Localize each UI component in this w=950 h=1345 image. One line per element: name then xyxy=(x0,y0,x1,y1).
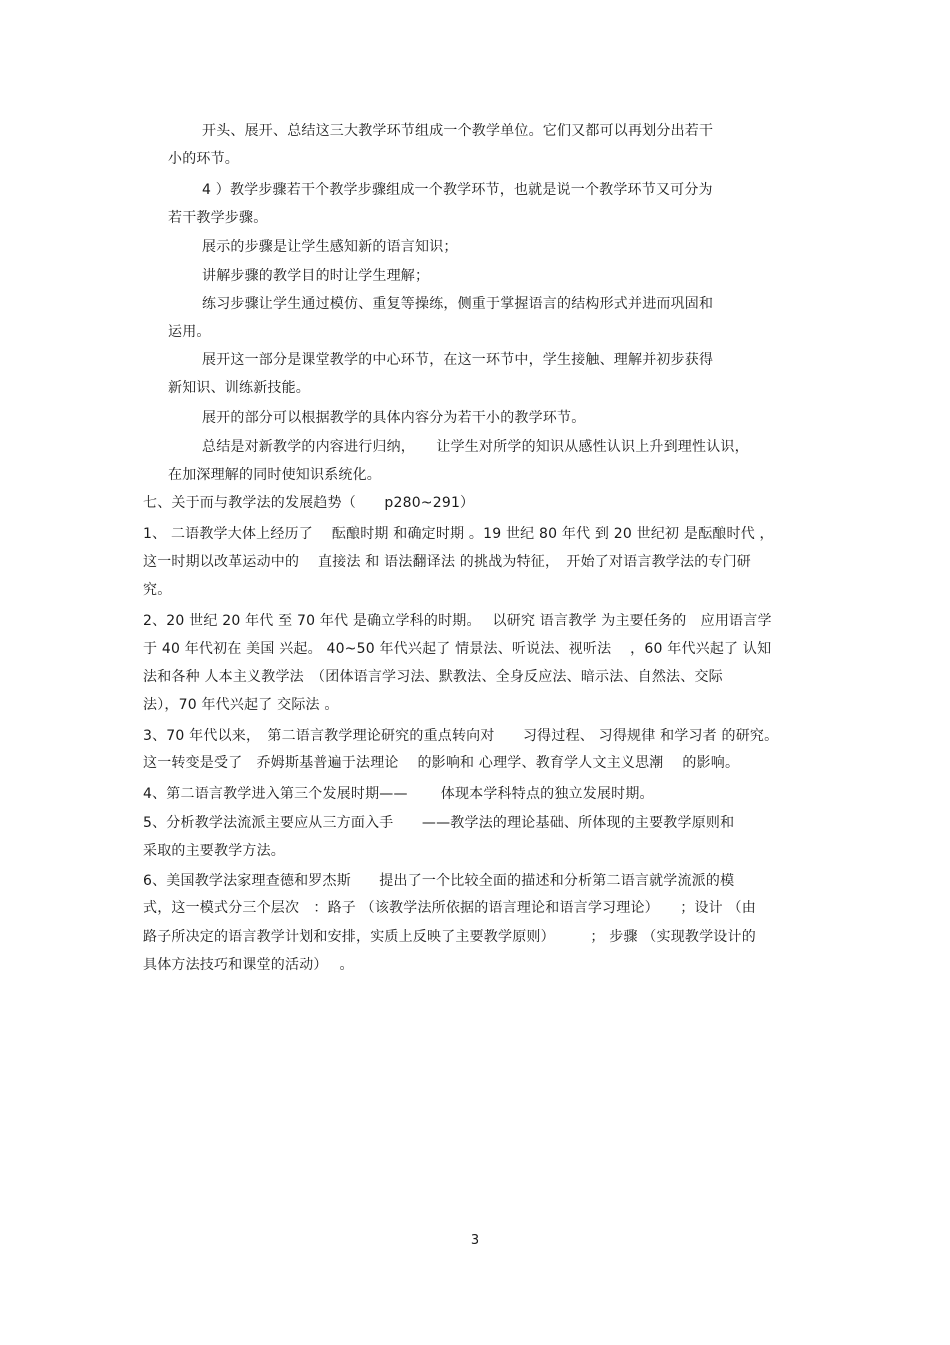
body-text-line: 练习步骤让学生通过模仿、重复等操练，侧重于掌握语言的结构形式并进而巩固和 xyxy=(202,296,714,312)
body-text-line: 4 ）教学步骤若干个教学步骤组成一个教学环节，也就是说一个教学环节又可分为 xyxy=(202,182,713,198)
body-text-line: 法），70 年代兴起了 交际法 。 xyxy=(143,697,339,713)
body-text-line: 展示的步骤是让学生感知新的语言知识； xyxy=(202,239,458,255)
body-text-line: 若干教学步骤。 xyxy=(168,210,268,226)
body-text-line: 路子所决定的语言教学计划和安排，实质上反映了主要教学原则） ； 步骤 （实现教学设计的 xyxy=(143,929,756,945)
body-text-line: 讲解步骤的教学目的时让学生理解； xyxy=(202,268,430,284)
body-text-line: 式，这一模式分三个层次 ：路子 （该教学法所依据的语言理论和语言学习理论） ；设计 （由 xyxy=(143,900,756,916)
body-text-line: 采取的主要教学方法。 xyxy=(143,843,285,859)
body-text-line: 新知识、训练新技能。 xyxy=(168,380,310,396)
page-number: 3 xyxy=(470,1233,480,1248)
body-text-line: 究。 xyxy=(143,582,172,598)
body-text-line: 运用。 xyxy=(168,324,211,340)
section-heading: 七、关于而与教学法的发展趋势（ p280~291） xyxy=(143,495,475,511)
body-text-line: 于 40 年代初在 美国 兴起。 40~50 年代兴起了 情景法、听说法、视听法 ，60 年代兴起了 认知 xyxy=(143,641,772,657)
body-text-line: 在加深理解的同时使知识系统化。 xyxy=(168,467,381,483)
body-text-line: 具体方法技巧和课堂的活动） 。 xyxy=(143,957,354,973)
body-text-line: 小的环节。 xyxy=(168,151,239,167)
body-text-line: 法和各种 人本主义教学法 （团体语言学习法、默教法、全身反应法、暗示法、自然法、交际 xyxy=(143,669,723,685)
body-text-line: 3、70 年代以来， 第二语言教学理论研究的重点转向对 习得过程、 习得规律 和学习者 的研究。 xyxy=(143,728,779,744)
body-text-line: 5、分析教学法流派主要应从三方面入手 ——教学法的理论基础、所体现的主要教学原则和 xyxy=(143,815,735,831)
body-text-line: 总结是对新教学的内容进行归纳， 让学生对所学的知识从感性认识上升到理性认识， xyxy=(202,439,749,455)
body-text-line: 开头、展开、总结这三大教学环节组成一个教学单位。它们又都可以再划分出若干 xyxy=(202,123,714,139)
body-text-line: 6、美国教学法家理查德和罗杰斯 提出了一个比较全面的描述和分析第二语言就学流派的模 xyxy=(143,873,735,889)
body-text-line: 1、 二语教学大体上经历了 酝酿时期 和确定时期 。19 世纪 80 年代 到 20 世纪初 是酝酿时代 ， xyxy=(143,526,774,542)
body-text-line: 展开的部分可以根据教学的具体内容分为若干小的教学环节。 xyxy=(202,410,586,426)
body-text-line: 这一转变是受了 乔姆斯基普遍于法理论 的影响和 心理学、教育学人文主义思潮 的影响。 xyxy=(143,755,740,771)
body-text-line: 展开这一部分是课堂教学的中心环节，在这一环节中，学生接触、理解并初步获得 xyxy=(202,352,714,368)
body-text-line: 2、20 世纪 20 年代 至 70 年代 是确立学科的时期。 以研究 语言教学 为主要任务的 应用语言学 xyxy=(143,613,772,629)
body-text-line: 4、第二语言教学进入第三个发展时期—— 体现本学科特点的独立发展时期。 xyxy=(143,786,654,802)
body-text-line: 这一时期以改革运动中的 直接法 和 语法翻译法 的挑战为特征， 开始了对语言教学法的专门研 xyxy=(143,554,751,570)
